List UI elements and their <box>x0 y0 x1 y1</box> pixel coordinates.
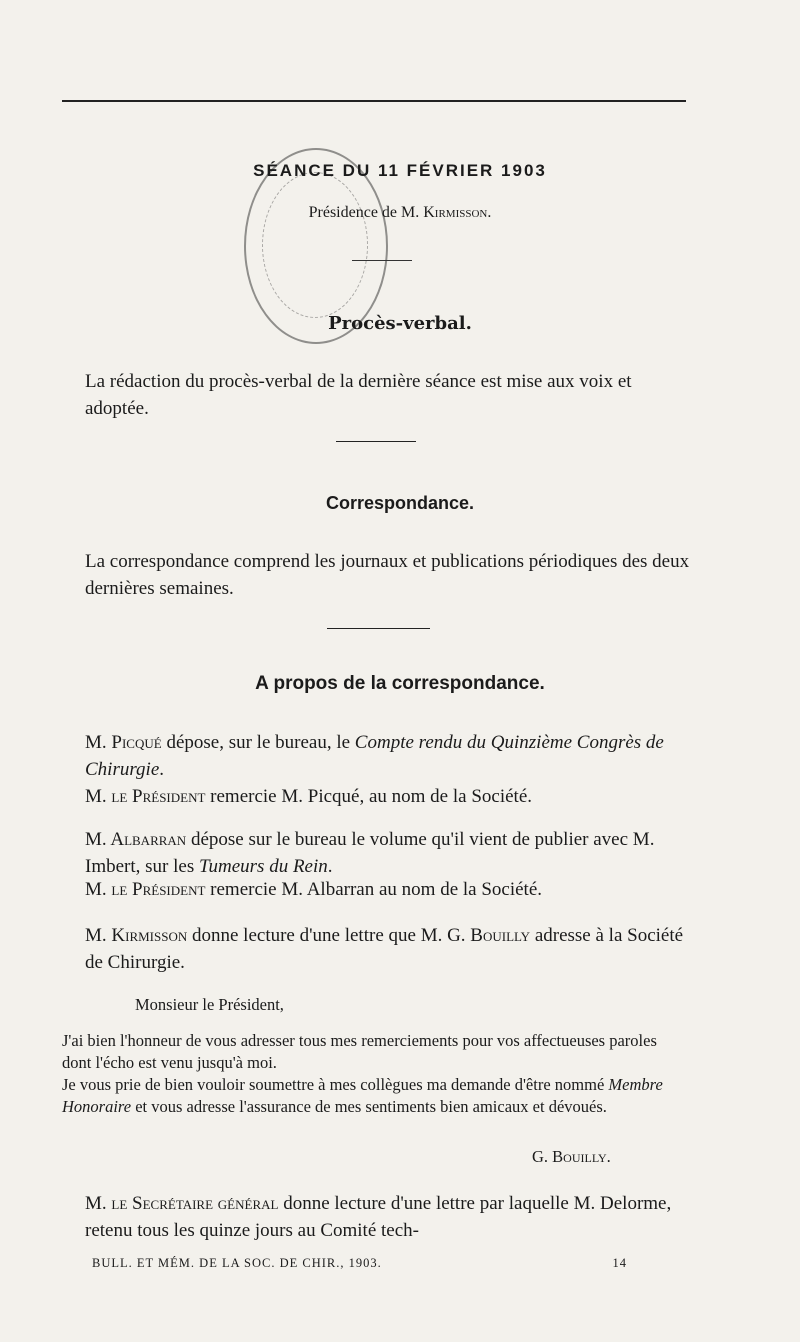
a-propos-heading: A propos de la correspondance. <box>255 673 545 694</box>
paragraph-president-2: M. le Président remercie M. Albarran au nom de la Société. <box>85 879 543 900</box>
correspondance-heading: Correspondance. <box>325 493 475 513</box>
presidence-line: Présidence de M. Kirmisson. <box>308 204 492 221</box>
letter-salutation: Monsieur le Président, <box>135 995 284 1014</box>
section-divider <box>327 628 430 629</box>
letter-signature: G. Bouilly. <box>532 1147 611 1166</box>
section-divider <box>336 441 416 442</box>
paragraph-picque: M. Picqué dépose, sur le bureau, le Compte rendu du Quinzième Congrès de Chirurgie. <box>85 732 664 780</box>
paragraph-albarran: M. Albarran dépose sur le bureau le volume qu'il vient de publier avec M. Imbert, sur les Tumeurs du Rein. <box>85 829 655 877</box>
paragraph-president-1: M. le Président remercie M. Picqué, au nom de la Société. <box>85 786 533 807</box>
page-footer <box>92 1256 627 1271</box>
top-rule <box>62 100 686 102</box>
letter-paragraph-2: Je vous prie de bien vouloir soumettre à mes collègues ma demande d'être nommé Membre Honoraire et vous adresse l'assurance de mes sentiments bien amicaux et dévoués. <box>62 1075 663 1116</box>
page-number: 14 <box>612 1256 627 1270</box>
paragraph-kirmisson: M. Kirmisson donne lecture d'une lettre que M. G. Bouilly adresse à la Société de Chirurgie. <box>85 925 684 973</box>
short-rule <box>352 260 412 261</box>
session-title: SÉANCE DU 11 FÉVRIER 1903 <box>253 161 547 180</box>
correspondance-text: La correspondance comprend les journaux et publications périodiques des deux dernières semaines. <box>85 551 690 599</box>
journal-reference: BULL. ET MÉM. DE LA SOC. DE CHIR., 1903. <box>92 1256 382 1270</box>
proces-verbal-text: La rédaction du procès-verbal de la dernière séance est mise aux voix et adoptée. <box>85 371 632 419</box>
paragraph-secretaire: M. le Secrétaire général donne lecture d'une lettre par laquelle M. Delorme, retenu tous les quinze jours au Comité tech- <box>85 1193 672 1241</box>
president-name: M. Kirmisson. <box>401 204 492 221</box>
letter-paragraph-1: J'ai bien l'honneur de vous adresser tous mes remerciements pour vos affectueuses paroles dont l'écho est venu jusqu'à moi. <box>62 1031 657 1072</box>
proces-verbal-heading: Procès-verbal. <box>328 313 472 334</box>
